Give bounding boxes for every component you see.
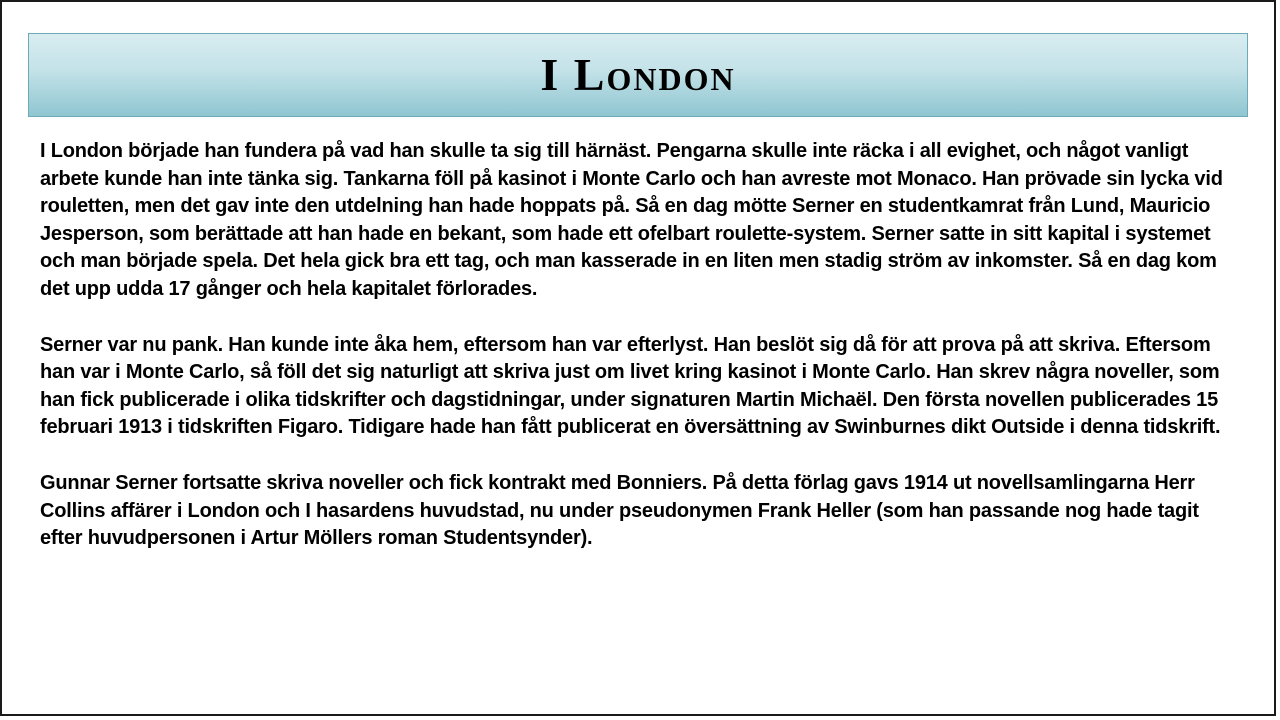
title-banner xyxy=(28,33,1248,117)
slide-body xyxy=(40,138,1240,581)
paragraph-2: Serner var nu pank. Han kunde inte åka hem, eftersom han var efterlyst. Han beslöt sig då för att prova på att skriva. Eftersom han var i Monte Carlo, så föll det sig naturligt att skriva just om livet kring kasinot i Monte Carlo. Han skrev några noveller, som han fick publicerade i olika tidskrifter och dagstidningar, under signaturen Martin Michaël. Den första novellen publicerades 15 februari 1913 i tidskriften Figaro. Tidigare hade han fått publicerat en översättning av Swinburnes dikt Outside i denna tidskrift. xyxy=(40,333,1221,439)
page-title: I London xyxy=(540,49,736,100)
paragraph-3: Gunnar Serner fortsatte skriva noveller och fick kontrakt med Bonniers. På detta förlag gavs 1914 ut novellsamlingarna Herr Collins affärer i London och I hasardens huvudstad, nu under pseudonymen Frank Heller (som han passande nog hade tagit efter huvudpersonen i Artur Möllers roman Studentsynder). xyxy=(40,471,1199,550)
paragraph-1: I London började han fundera på vad han skulle ta sig till härnäst. Pengarna skulle inte räcka i all evighet, och något vanligt arbete kunde han inte tänka sig. Tankarna föll på kasinot i Monte Carlo och han avreste mot Monaco. Han prövade sin lycka vid rouletten, men det gav inte den utdelning han hade hoppats på. Så en dag mötte Serner en studentkamrat från Lund, Mauricio Jesperson, som berättade att han hade en bekant, som hade ett ofelbart roulette-system. Serner satte in sitt kapital i systemet och man började spela. Det hela gick bra ett tag, och man kasserade in en liten men stadig ström av inkomster. Så en dag kom det upp udda 17 gånger och hela kapitalet förlorades. xyxy=(40,140,1223,300)
